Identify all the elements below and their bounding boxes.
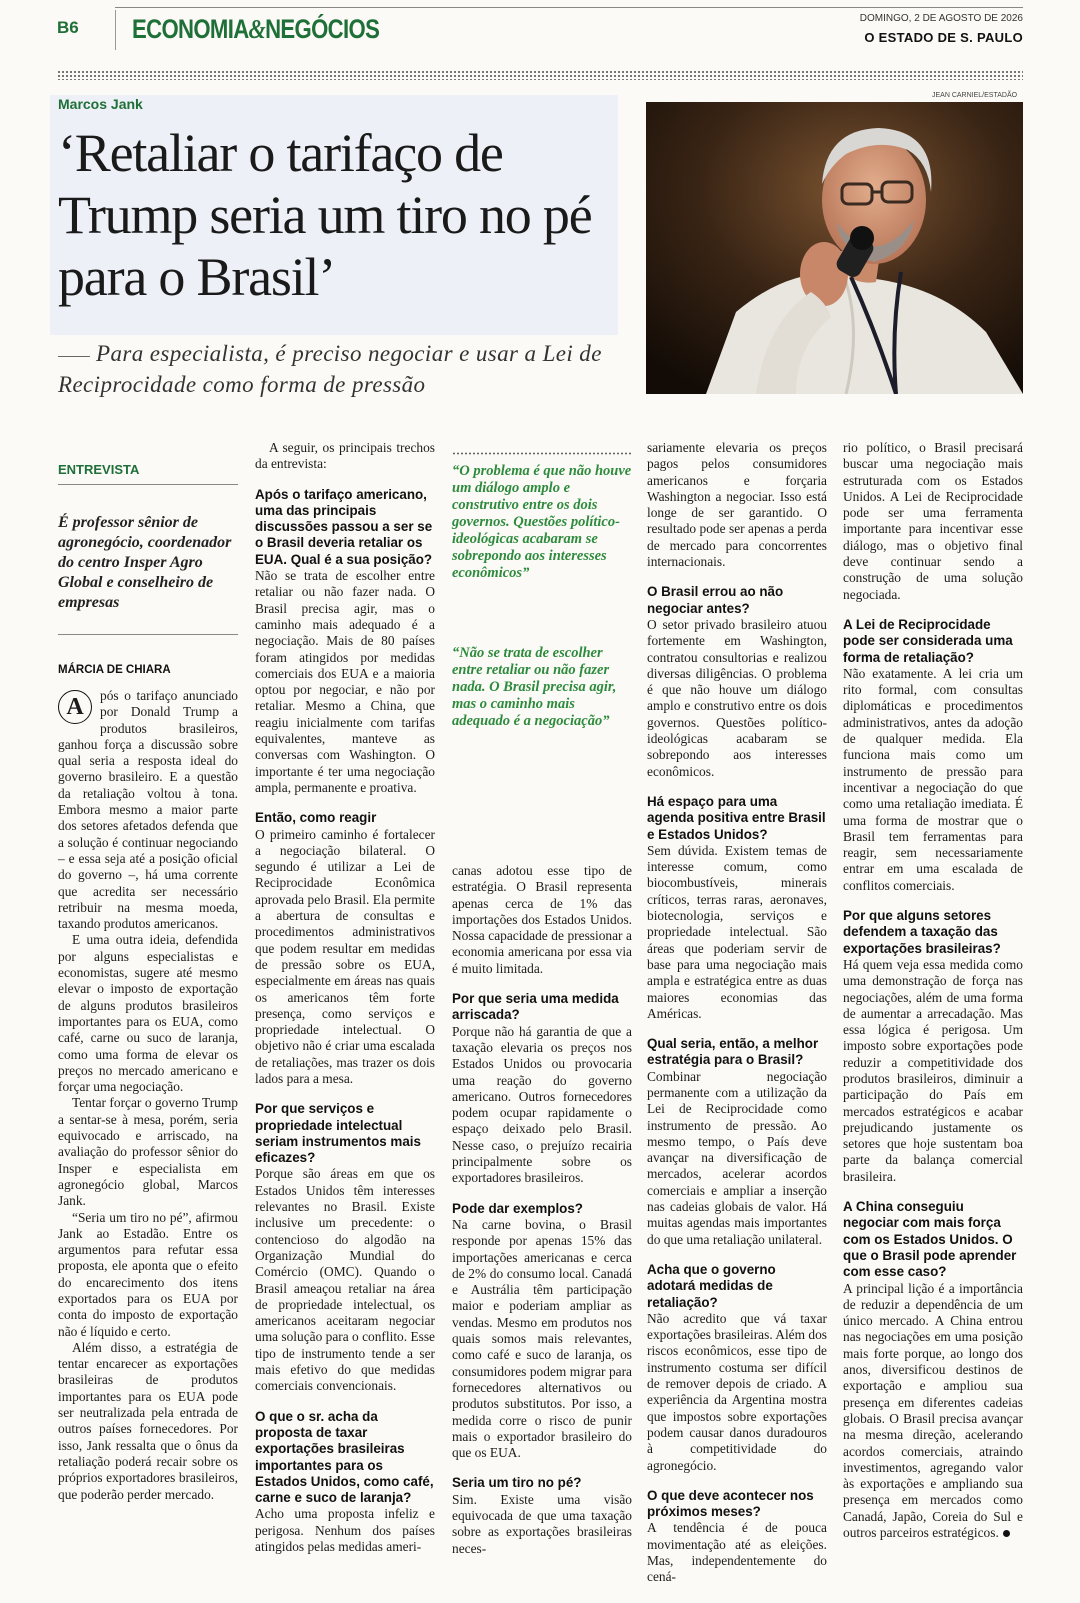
interview-answer: Não se trata de escolher entre retaliar ou não fazer nada. O Brasil precisa agir, mas o caminho mais adequado é a negociação. Mais de 80 países foram atingidos por medidas comerciais dos EUA e a maioria optou por negociar, e não por retaliar. Mesmo a China, que reagiu inicialmente com tarifas equivalentes, manteve as conversas com Washington. O importante é ter uma negociação ampla, permanente e proativa. <box>255 568 435 795</box>
interviewee-bio: É professor sênior de agronegócio, coordenador do centro Insper Agro Global e conselheiro de empresas <box>58 514 232 611</box>
page-header <box>0 0 1080 70</box>
pullquote-2: “Não se trata de escolher entre retaliar ou não fazer nada. O Brasil precisa agir, mas o caminho mais adequado é a negociação” <box>452 645 617 729</box>
section-title-part-1: ECONOMIA <box>132 14 249 44</box>
interview-answer: Sim. Existe uma visão equivocada de que uma taxação sobre as exportações brasileiras neces- <box>452 1491 632 1556</box>
newspaper-name: O ESTADO DE S. PAULO <box>864 30 1023 45</box>
header-top-rule <box>115 7 1023 8</box>
lead-text: pós o tarifaço anunciado por Donald Trump a produtos brasileiros, ganhou força a discussão sobre qual seria a resposta ideal do governo brasileiro. E a questão da retaliação voltou à tona. Embora mesmo a maior parte dos setores afetados defenda que a solução é continuar negociando – e essa seja até a posição oficial do governo –, há uma corrente que acredita ser necessário retribuir na mesma moeda, taxando produtos americanos. <box>58 688 238 932</box>
subtitle: Para especialista, é preciso negociar e usar a Lei de Reciprocidade como forma de pressão <box>58 341 602 397</box>
interview-answer: Acho uma proposta infeliz e perigosa. Nenhum dos países atingidos pelas medidas ameri- <box>255 1506 435 1554</box>
interview-answer: Não exatamente. A lei cria um rito formal, com consultas diplomáticas e procedimentos administrativos, antes da adoção de qualquer medida. Ela funciona mais como um instrumento de pressão para incentivar a negociação do que como uma retaliação imediata. É uma forma de mostrar que o Brasil tem ferramentas para reagir, sem necessariamente entrar em uma escalada de conflitos comerciais. <box>843 665 1023 893</box>
interview-question: Por que seria uma medida arriscada? <box>452 991 619 1023</box>
interview-question: Por que serviços e propriedade intelectual seriam instrumentos mais eficazes? <box>255 1101 421 1166</box>
interview-answer: Porque são áreas em que os Estados Unidos têm interesses relevantes no Brasil. Existe inclusive um precedente: o contencioso do algodão na Organização Mundial do Comércio (OMC). Quando o Brasil ameaçou retaliar na área de propriedade intelectual, os americanos aceitaram negociar uma solução para o conflito. Esse tipo de instrumento tende a ser mais efetivo do que medidas comerciais convencionais. <box>255 1166 435 1394</box>
header-divider <box>115 10 116 50</box>
page-number: B6 <box>57 18 79 37</box>
interview-answer: Há quem veja essa medida como uma demonstração de força nas negociações, além de uma forma de aumentar a arrecadação. Mas essa lógica é perigosa. Um imposto sobre exportações pode reduzir a competitividade dos produtos brasileiros, diminuir a participação do País em mercados estratégicos e acabar prejudicando justamente os setores que hoje sustentam boa parte da balança comercial brasileira. <box>843 956 1023 1184</box>
interview-answer: Não acredito que vá taxar exportações brasileiras. Além dos riscos econômicos, esse tipo de instrumento costuma ser difícil de remover depois de criado. A experiência da Argentina mostra que impostos sobre exportações podem causar danos duradouros à competitividade do agronegócio. <box>647 1310 827 1473</box>
section-tag: ENTREVISTA <box>58 462 140 477</box>
interviewee-photo <box>646 102 1023 394</box>
drop-cap: A <box>58 690 92 724</box>
pullquote-rule <box>452 452 632 455</box>
column-1 <box>58 688 238 1503</box>
interview-question: Acha que o governo adotará medidas de retaliação? <box>647 1261 776 1310</box>
reporter-byline: MÁRCIA DE CHIARA <box>58 664 171 676</box>
paragraph: Além disso, a estratégia de tentar encarecer as exportações brasileiras de produtos importantes para os EUA pode ser neutralizada pela entrada de outros países fornecedores. Por isso, Jank ressalta que o ônus da retaliação poderá recair sobre os próprios exportadores brasileiros, que poderão perder mercado. <box>58 1339 238 1502</box>
interview-answer: Combinar negociação permanente com a utilização da Lei de Reciprocidade como instrumento de pressão. Ao mesmo tempo, o País deve avançar na diversificação de mercados, acelerar acordos comerciais e ampliar a inserção nas cadeias globais de valor. Há muitas agendas mais importantes do que uma retaliação unilateral. <box>647 1068 827 1247</box>
headline: ‘Retaliar o tarifaço de Trump seria um tiro no pé para o Brasil’ <box>58 123 592 307</box>
column-4 <box>647 440 827 1586</box>
paragraph: Tentar forçar o governo Trump a sentar-se à mesa, porém, seria equivocado e arriscado, na avaliação do professor sênior do Insper e especialista em agronegócio global, Marcos Jank. <box>58 1095 238 1209</box>
dotted-divider <box>57 70 1023 80</box>
interview-answer: O setor privado brasileiro atuou fortemente em Washington, contratou consultorias e realizou diversas diligências. O problema é que não houve um diálogo amplo e construtivo entre os dois governos. Questões político-ideológicas acabaram se sobrepondo aos interesses econômicos. <box>647 616 827 779</box>
column-3 <box>452 863 632 1557</box>
section-title <box>132 14 379 45</box>
edition-date: DOMINGO, 2 DE AGOSTO DE 2026 <box>859 13 1023 24</box>
tag-rule <box>58 484 238 485</box>
section-ampersand: & <box>248 14 266 44</box>
interview-answer: Porque não há garantia de que a taxação elevaria os preços nos Estados Unidos ou provocaria uma reação do governo americano. Outros fornecedores podem ocupar rapidamente o espaço deixado pelo Brasil. Nesse caso, o prejuízo recairia principalmente sobre os exportadores brasileiros. <box>452 1023 632 1186</box>
photo-credit: JEAN CARNIEL/ESTADÃO <box>932 92 1018 99</box>
interview-question: Seria um tiro no pé? <box>452 1475 582 1491</box>
interview-question: Pode dar exemplos? <box>452 1200 583 1216</box>
interview-question: A China conseguiu negociar com mais força com os Estados Unidos. O que o Brasil pode aprender com esse caso? <box>843 1199 1017 1280</box>
interviewee-illustration <box>646 102 1023 394</box>
interview-question: Por que alguns setores defendem a taxação das exportações brasileiras? <box>843 908 1001 956</box>
pullquote-1: “O problema é que não houve um diálogo amplo e construtivo entre os dois governos. Questões político-ideológicas acabaram se sobrepondo aos interesses econômicos” <box>452 463 632 581</box>
paragraph: E uma outra ideia, defendida por alguns especialistas e economistas, sugere até mesmo elevar o imposto de exportação de alguns produtos brasileiros importantes para os EUA, como café, carne ou suco de laranja, como uma forma de elevar os preços no mercado americano e forçar uma negociação. <box>58 932 238 1095</box>
interview-answer: Sem dúvida. Existem temas de interesse comum, como biocombustíveis, minerais críticos, terras raras, aeronaves, biotecnologia, serviços e propriedade intelectual. São áreas que poderiam servir de base para uma negociação mais ampla e estratégica entre as duas maiores economias das Américas. <box>647 842 827 1021</box>
intro-paragraph: A seguir, os principais trechos da entrevista: <box>255 440 435 472</box>
interview-question: A Lei de Reciprocidade pode ser considerada uma forma de retaliação? <box>843 616 1013 665</box>
author-name: Marcos Jank <box>58 96 143 112</box>
interview-question: O que o sr. acha da proposta de taxar exportações brasileiras importantes para os Estados Unidos, como café, carne e suco de laranja? <box>255 1408 434 1506</box>
interview-question: Qual seria, então, a melhor estratégia para o Brasil? <box>647 1036 819 1068</box>
interview-answer: A tendência é de pouca movimentação até as eleições. Mas, independentemente do cená- <box>647 1520 827 1585</box>
interview-answer: sariamente elevaria os preços pagos pelos consumidores americanos e forçaria Washington a negociar. Isso está longe de ser garantido. O resultado pode ser apenas a perda de mercado para concorrentes internacionais. <box>647 440 827 570</box>
column-2 <box>255 440 435 1555</box>
interview-question: O Brasil errou ao não negociar antes? <box>647 584 784 616</box>
interview-answer: O primeiro caminho é fortalecer a negociação bilateral. O segundo é utilizar a Lei de Reciprocidade Econômica aprovada pelo Brasil. Ela permite a abertura de consultas e procedimentos administrativos que podem resultar em medidas de pressão sobre os EUA, especialmente em áreas nas quais os americanos têm forte presença, como serviços e propriedade intelectual. O objetivo não é criar uma escalada de retaliações, mas trazer os dois lados para a mesa. <box>255 826 435 1086</box>
paragraph: “Seria um tiro no pé”, afirmou Jank ao Estadão. Entre os argumentos para refutar essa proposta, ele aponta que o efeito do encarecimento dos itens exportados para os EUA por conta do imposto de exportação não é líquido e certo. <box>58 1209 238 1339</box>
interview-answer: Na carne bovina, o Brasil responde por apenas 15% das importações americanas e cerca de 2% do consumo local. Canadá e Austrália têm participação maior e poderiam ampliar as vendas. Mesmo em produtos nos quais somos mais relevantes, como café e suco de laranja, os consumidores podem migrar para fornecedores alternativos ou produtos substitutos. Por isso, a medida corre o risco de punir mais o exportador brasileiro do que os EUA. <box>452 1216 632 1461</box>
column-5 <box>843 440 1023 1541</box>
interview-question: O que deve acontecer nos próximos meses? <box>647 1487 814 1520</box>
final-answer-text: A principal lição é a importância de reduzir a dependência de um único mercado. A China entrou nas negociações em uma posição mais forte porque, ao longo dos anos, diversificou destinos de exportação e ampliou sua presença em diferentes cadeias globais. O Brasil precisa avançar na mesma direção, acelerando acordos comerciais, atraindo investimentos, agregando valor às exportações e ampliando sua presença em mercados como Canadá, Japão, Coreia do Sul e outros parceiros estratégicos. <box>843 1280 1023 1540</box>
interview-answer: canas adotou esse tipo de estratégia. O Brasil representa apenas cerca de 1% das importações dos Estados Unidos. Nossa capacidade de pressionar a economia americana por essa via é muito limitada. <box>452 863 632 976</box>
interview-answer: rio político, o Brasil precisará buscar uma negociação mais estruturada com os Estados Unidos. A Lei de Reciprocidade pode ser uma ferramenta importante para incentivar esse diálogo, mas o objetivo final deve continuar sendo a construção de uma solução negociada. <box>843 440 1023 602</box>
end-mark-icon <box>1003 1530 1010 1537</box>
interview-question: Há espaço para uma agenda positiva entre Brasil e Estados Unidos? <box>647 793 826 842</box>
final-answer <box>843 1281 1023 1542</box>
bio-rule <box>58 634 238 635</box>
section-title-part-2: NEGÓCIOS <box>265 14 380 44</box>
lead-paragraph <box>58 688 238 932</box>
interview-question: Então, como reagir <box>255 810 377 826</box>
interview-question: Após o tarifaço americano, uma das principais discussões passou a ser se o Brasil deveria retaliar os EUA. Qual é a sua posição? <box>255 486 433 567</box>
